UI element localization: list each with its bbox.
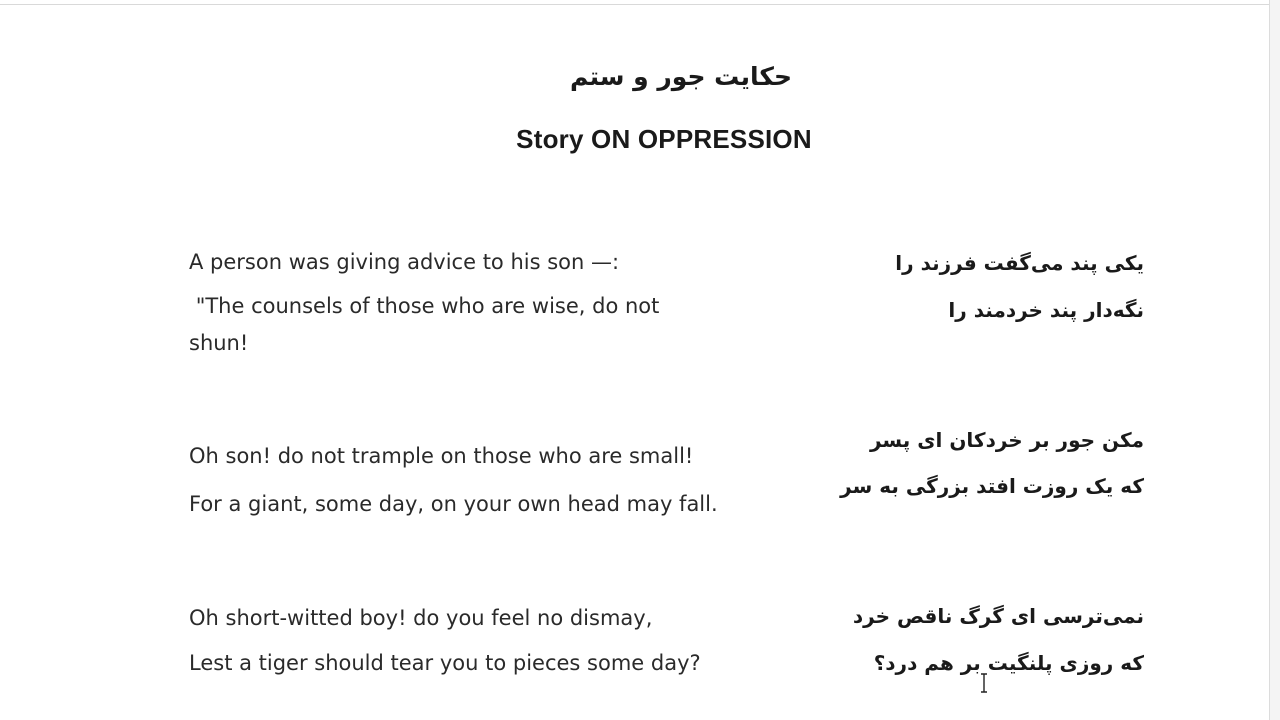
document-page — [0, 6, 1270, 720]
stanza-2-persian-line-1: مکن جور بر خردکان ای پسر — [869, 428, 1144, 452]
stanza-3-english-line-2: Lest a tiger should tear you to pieces some day? — [189, 651, 701, 675]
stanza-2-persian-line-2: که یک روزت افتد بزرگی به سر — [840, 474, 1144, 498]
stanza-1-english-line-2: "The counsels of those who are wise, do not shun! — [189, 294, 667, 355]
vertical-scrollbar[interactable] — [1269, 0, 1280, 720]
stanza-3-persian-line-2: که روزی پلنگیت بر هم درد؟ — [873, 651, 1144, 675]
stanza-1-english-line-1: A person was giving advice to his son —: — [189, 250, 620, 274]
stanza-2-english-line-2: For a giant, some day, on your own head may fall. — [189, 492, 718, 516]
persian-title: حکایت جور و ستم — [570, 62, 792, 91]
stanza-2-english-line-1: Oh son! do not trample on those who are small! — [189, 444, 694, 468]
stanza-1-persian-line-2: نگه‌دار پند خردمند را — [948, 298, 1144, 322]
stanza-3-english-line-1: Oh short-witted boy! do you feel no dismay, — [189, 606, 653, 630]
stanza-1-persian-line-1: یکی پند می‌گفت فرزند را — [895, 251, 1144, 275]
top-border-line — [0, 4, 1270, 5]
english-title: Story ON OPPRESSION — [516, 124, 812, 154]
stanza-3-persian-line-1: نمی‌ترسی ای گرگ ناقص خرد — [852, 604, 1144, 628]
text-cursor-icon — [979, 673, 989, 693]
